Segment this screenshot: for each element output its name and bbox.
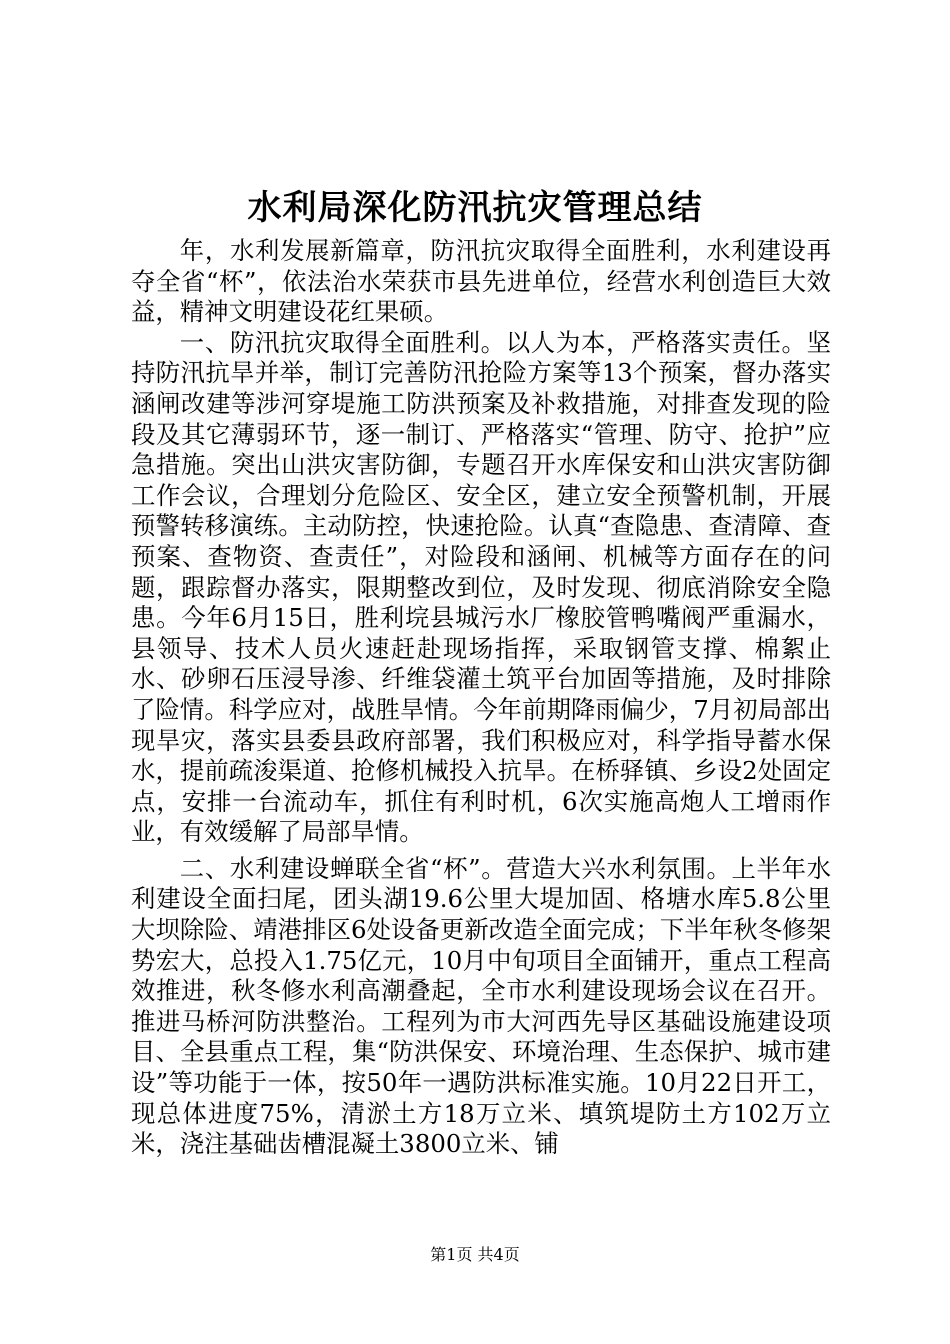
paragraph-flood-control: 一、防汛抗灾取得全面胜利。以人为本，严格落实责任。坚持防汛抗旱并举，制订完善防汛抢险方案等13个预案，督办落实涵闸改建等涉河穿堤施工防洪预案及补救措施，对排查发现的险段及其它薄弱环节，逐一制订、严格落实“管理、防守、抢护”应急措施。突出山洪灾害防御，专题召开水库保安和山洪灾害防御工作会议，合理划分危险区、安全区，建立安全预警机制，开展预警转移演练。主动防控，快速抢险。认真“查隐患、查清障、查预案、查物资、查责任”，对险段和涵闸、机械等方面存在的问题，跟踪督办落实，限期整改到位，及时发现、彻底消除安全隐患。今年6月15日，胜利垸县城污水厂橡胶管鸭嘴阀严重漏水，县领导、技术人员火速赶赴现场指挥，采取钢管支撑、棉絮止水、砂卵石压浸导渗、纤维袋灌土筑平台加固等措施，及时排除了险情。科学应对，战胜旱情。今年前期降雨偏少，7月初局部出现旱灾，落实县委县政府部署，我们积极应对，科学指导蓄水保水，提前疏浚渠道、抢修机械投入抗旱。在桥驿镇、乡设2处固定点，安排一台流动车，抓住有利时机，6次实施高炮人工增雨作业，有效缓解了局部旱情。 [131, 327, 831, 847]
paragraph-intro: 年，水利发展新篇章，防汛抗灾取得全面胜利，水利建设再夺全省“杯”，依法治水荣获市县先进单位，经营水利创造巨大效益，精神文明建设花红果硕。 [131, 236, 831, 327]
page-number-footer: 第1页 共4页 [430, 1245, 520, 1264]
paragraph-water-construction: 二、水利建设蝉联全省“杯”。营造大兴水利氛围。上半年水利建设全面扫尾，团头湖19.6公里大堤加固、格塘水库5.8公里大坝除险、靖港排区6处设备更新改造全面完成；下半年秋冬修架势宏大，总投入1.75亿元，10月中旬项目全面铺开，重点工程高效推进，秋冬修水利高潮叠起，全市水利建设现场会议在召开。推进马桥河防洪整治。工程列为市大河西先导区基础设施建设项目、全县重点工程，集“防洪保安、环境治理、生态保护、城市建设”等功能于一体，按50年一遇防洪标准实施。10月22日开工，现总体进度75%，清淤土方18万立米、填筑堤防土方102万立米，浇注基础齿槽混凝土3800立米、铺 [131, 853, 831, 1159]
document-title: 水利局深化防汛抗灾管理总结 [247, 188, 703, 228]
document-body [131, 236, 831, 1160]
